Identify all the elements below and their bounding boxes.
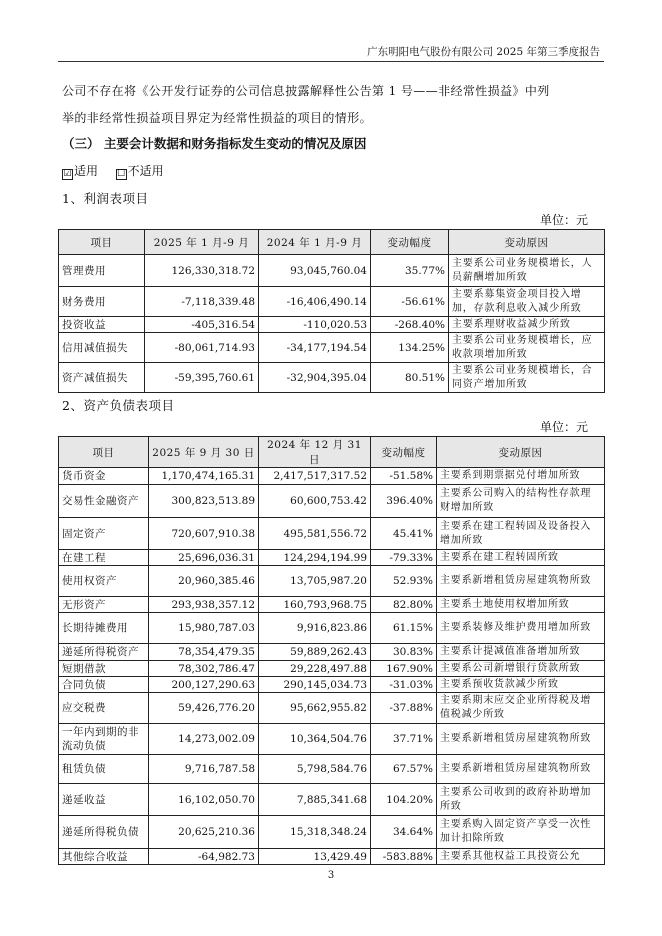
table-row (59, 317, 605, 333)
table-row (59, 597, 605, 613)
prior-value-cell: 95,662,955.82 (259, 693, 371, 724)
current-value-cell: 720,607,910.38 (149, 518, 259, 550)
column-header: 项目 (59, 437, 149, 468)
not-applicable-label: 不适用 (127, 164, 164, 178)
reason-cell: 主要系募集资金项目投入增加，存款利息收入减少所致 (449, 287, 605, 317)
reason-cell: 主要系公司收到的政府补助增加所致 (437, 784, 605, 816)
column-header: 变动幅度 (371, 437, 437, 468)
item-cell: 投资收益 (59, 317, 145, 333)
change-rate-cell: -79.33% (371, 550, 437, 566)
prior-value-cell: 9,916,823.86 (259, 613, 371, 644)
income-statement-table (58, 229, 605, 393)
current-value-cell: 16,102,050.70 (149, 784, 259, 816)
table-row (59, 468, 605, 485)
reason-cell: 主要系新增租赁房屋建筑物所致 (437, 755, 605, 784)
table-row (59, 755, 605, 784)
reason-cell: 主要系在建工程转固及设备投入增加所致 (437, 518, 605, 550)
item-cell: 一年内到期的非流动负债 (59, 724, 149, 755)
change-rate-cell: 134.25% (371, 333, 449, 363)
prior-value-cell: 93,045,760.04 (259, 255, 371, 287)
change-rate-cell: 45.41% (371, 518, 437, 550)
reason-cell: 主要系在建工程转固所致 (437, 550, 605, 566)
current-value-cell: 300,823,513.89 (149, 485, 259, 518)
balance-header-row (59, 437, 605, 468)
prior-value-cell: 13,705,987.20 (259, 566, 371, 597)
table-row (59, 816, 605, 849)
item-cell: 其他综合收益 (59, 849, 149, 865)
current-value-cell: 9,716,787.58 (149, 755, 259, 784)
applicable-label: 适用 (74, 164, 99, 178)
current-value-cell: 25,696,036.31 (149, 550, 259, 566)
prior-value-cell: 124,294,194.99 (259, 550, 371, 566)
column-header: 变动原因 (449, 230, 605, 255)
change-rate-cell: 80.51% (371, 363, 449, 393)
balance-table-body (59, 468, 605, 865)
current-value-cell: -80,061,714.93 (145, 333, 259, 363)
change-rate-cell: 67.57% (371, 755, 437, 784)
prior-value-cell: 290,145,034.73 (259, 677, 371, 693)
current-value-cell: 15,980,787.03 (149, 613, 259, 644)
table-row (59, 363, 605, 393)
reason-cell: 主要系购入固定资产享受一次性加计扣除所致 (437, 816, 605, 849)
item-cell: 交易性金融资产 (59, 485, 149, 518)
item-cell: 递延收益 (59, 784, 149, 816)
prior-value-cell: 7,885,341.68 (259, 784, 371, 816)
current-value-cell: 20,625,210.36 (149, 816, 259, 849)
current-value-cell: -64,982.73 (149, 849, 259, 865)
change-rate-cell: 104.20% (371, 784, 437, 816)
current-value-cell: 20,960,385.46 (149, 566, 259, 597)
applicability-row (62, 162, 164, 180)
reason-cell: 主要系公司新增银行贷款所致 (437, 661, 605, 677)
table-row (59, 693, 605, 724)
item-cell: 信用减值损失 (59, 333, 145, 363)
not-applicable-checkbox: ☐ (117, 169, 126, 179)
change-rate-cell: 37.71% (371, 724, 437, 755)
item-cell: 短期借款 (59, 661, 149, 677)
column-header: 变动原因 (437, 437, 605, 468)
reason-cell: 主要系公司业务规模增长，应收款项增加所致 (449, 333, 605, 363)
current-value-cell: -59,395,760.61 (145, 363, 259, 393)
change-rate-cell: 52.93% (371, 566, 437, 597)
item-cell: 财务费用 (59, 287, 145, 317)
change-rate-cell: -51.58% (371, 468, 437, 485)
change-rate-cell: -583.88% (371, 849, 437, 865)
column-header: 项目 (59, 230, 145, 255)
column-header: 2024 年 12 月 31 日 (259, 437, 371, 468)
current-value-cell: 293,938,357.12 (149, 597, 259, 613)
current-value-cell: -405,316.54 (145, 317, 259, 333)
change-rate-cell: 61.15% (371, 613, 437, 644)
table-row (59, 784, 605, 816)
change-rate-cell: -37.88% (371, 693, 437, 724)
table-row (59, 724, 605, 755)
prior-value-cell: 15,318,348.24 (259, 816, 371, 849)
table-row (59, 677, 605, 693)
reason-cell: 主要系预收货款减少所致 (437, 677, 605, 693)
income-header-row (59, 230, 605, 255)
table-row (59, 661, 605, 677)
income-statement-unit: 单位：元 (539, 213, 588, 227)
prior-value-cell: 495,581,556.72 (259, 518, 371, 550)
change-rate-cell: -31.03% (371, 677, 437, 693)
item-cell: 租赁负债 (59, 755, 149, 784)
reason-cell: 主要系理财收益减少所致 (449, 317, 605, 333)
change-rate-cell: 396.40% (371, 485, 437, 518)
balance-sheet-table (58, 436, 605, 865)
section-heading: （三） 主要会计数据和财务指标发生变动的情况及原因 (62, 136, 367, 151)
table-row (59, 550, 605, 566)
reason-cell: 主要系计提减值准备增加所致 (437, 644, 605, 661)
prior-value-cell: 13,429.49 (259, 849, 371, 865)
item-cell: 固定资产 (59, 518, 149, 550)
prior-value-cell: 59,889,262.43 (259, 644, 371, 661)
current-value-cell: 1,170,474,165.31 (149, 468, 259, 485)
item-cell: 资产减值损失 (59, 363, 145, 393)
current-value-cell: 126,330,318.72 (145, 255, 259, 287)
reason-cell: 主要系新增租赁房屋建筑物所致 (437, 724, 605, 755)
change-rate-cell: -268.40% (371, 317, 449, 333)
item-cell: 应交税费 (59, 693, 149, 724)
item-cell: 长期待摊费用 (59, 613, 149, 644)
current-value-cell: 78,354,479.35 (149, 644, 259, 661)
intro-paragraph-line-1: 公司不存在将《公开发行证券的公司信息披露解释性公告第 1 号——非经常性损益》中列 (62, 84, 550, 98)
column-header: 变动幅度 (371, 230, 449, 255)
income-table-body (59, 255, 605, 393)
change-rate-cell: 82.80% (371, 597, 437, 613)
balance-sheet-unit: 单位：元 (539, 420, 588, 434)
balance-sheet-heading: 2、资产负债表项目 (62, 398, 175, 413)
table-row (59, 485, 605, 518)
current-value-cell: 14,273,002.09 (149, 724, 259, 755)
prior-value-cell: -16,406,490.14 (259, 287, 371, 317)
prior-value-cell: 29,228,497.88 (259, 661, 371, 677)
prior-value-cell: -110,020.53 (259, 317, 371, 333)
table-row (59, 287, 605, 317)
page-header-title: 广东明阳电气股份有限公司 2025 年第三季度报告 (367, 46, 600, 58)
item-cell: 递延所得税资产 (59, 644, 149, 661)
page-number: 3 (327, 870, 335, 881)
item-cell: 在建工程 (59, 550, 149, 566)
prior-value-cell: 10,364,504.76 (259, 724, 371, 755)
prior-value-cell: 2,417,517,317.52 (259, 468, 371, 485)
table-row (59, 566, 605, 597)
change-rate-cell: 167.90% (371, 661, 437, 677)
current-value-cell: 78,302,786.47 (149, 661, 259, 677)
change-rate-cell: -56.61% (371, 287, 449, 317)
current-value-cell: 200,127,290.63 (149, 677, 259, 693)
prior-value-cell: -32,904,395.04 (259, 363, 371, 393)
reason-cell: 主要系公司业务规模增长，人员薪酬增加所致 (449, 255, 605, 287)
column-header: 2024 年 1 月-9 月 (259, 230, 371, 255)
current-value-cell: 59,426,776.20 (149, 693, 259, 724)
reason-cell: 主要系到期票据兑付增加所致 (437, 468, 605, 485)
item-cell: 使用权资产 (59, 566, 149, 597)
item-cell: 无形资产 (59, 597, 149, 613)
income-statement-heading: 1、利润表项目 (62, 191, 149, 206)
table-row (59, 255, 605, 287)
table-row (59, 644, 605, 661)
item-cell: 合同负债 (59, 677, 149, 693)
column-header: 2025 年 9 月 30 日 (149, 437, 259, 468)
item-cell: 货币资金 (59, 468, 149, 485)
current-value-cell: -7,118,339.48 (145, 287, 259, 317)
item-cell: 递延所得税负债 (59, 816, 149, 849)
table-row (59, 333, 605, 363)
item-cell: 管理费用 (59, 255, 145, 287)
change-rate-cell: 30.83% (371, 644, 437, 661)
applicable-checkbox: ☑ (63, 169, 72, 179)
prior-value-cell: 60,600,753.42 (259, 485, 371, 518)
reason-cell: 主要系新增租赁房屋建筑物所致 (437, 566, 605, 597)
reason-cell: 主要系其他权益工具投资公允 (437, 849, 605, 865)
prior-value-cell: 5,798,584.76 (259, 755, 371, 784)
prior-value-cell: -34,177,194.54 (259, 333, 371, 363)
header-rule (58, 61, 604, 62)
table-row (59, 849, 605, 865)
reason-cell: 主要系公司业务规模增长，合同资产增加所致 (449, 363, 605, 393)
table-row (59, 518, 605, 550)
reason-cell: 主要系公司购入的结构性存款理财增加所致 (437, 485, 605, 518)
prior-value-cell: 160,793,968.75 (259, 597, 371, 613)
change-rate-cell: 35.77% (371, 255, 449, 287)
change-rate-cell: 34.64% (371, 816, 437, 849)
table-row (59, 613, 605, 644)
reason-cell: 主要系期末应交企业所得税及增值税减少所致 (437, 693, 605, 724)
intro-paragraph-line-2: 举的非经常性损益项目界定为经常性损益的项目的情形。 (62, 111, 373, 125)
column-header: 2025 年 1 月-9 月 (145, 230, 259, 255)
reason-cell: 主要系土地使用权增加所致 (437, 597, 605, 613)
reason-cell: 主要系装修及维护费用增加所致 (437, 613, 605, 644)
